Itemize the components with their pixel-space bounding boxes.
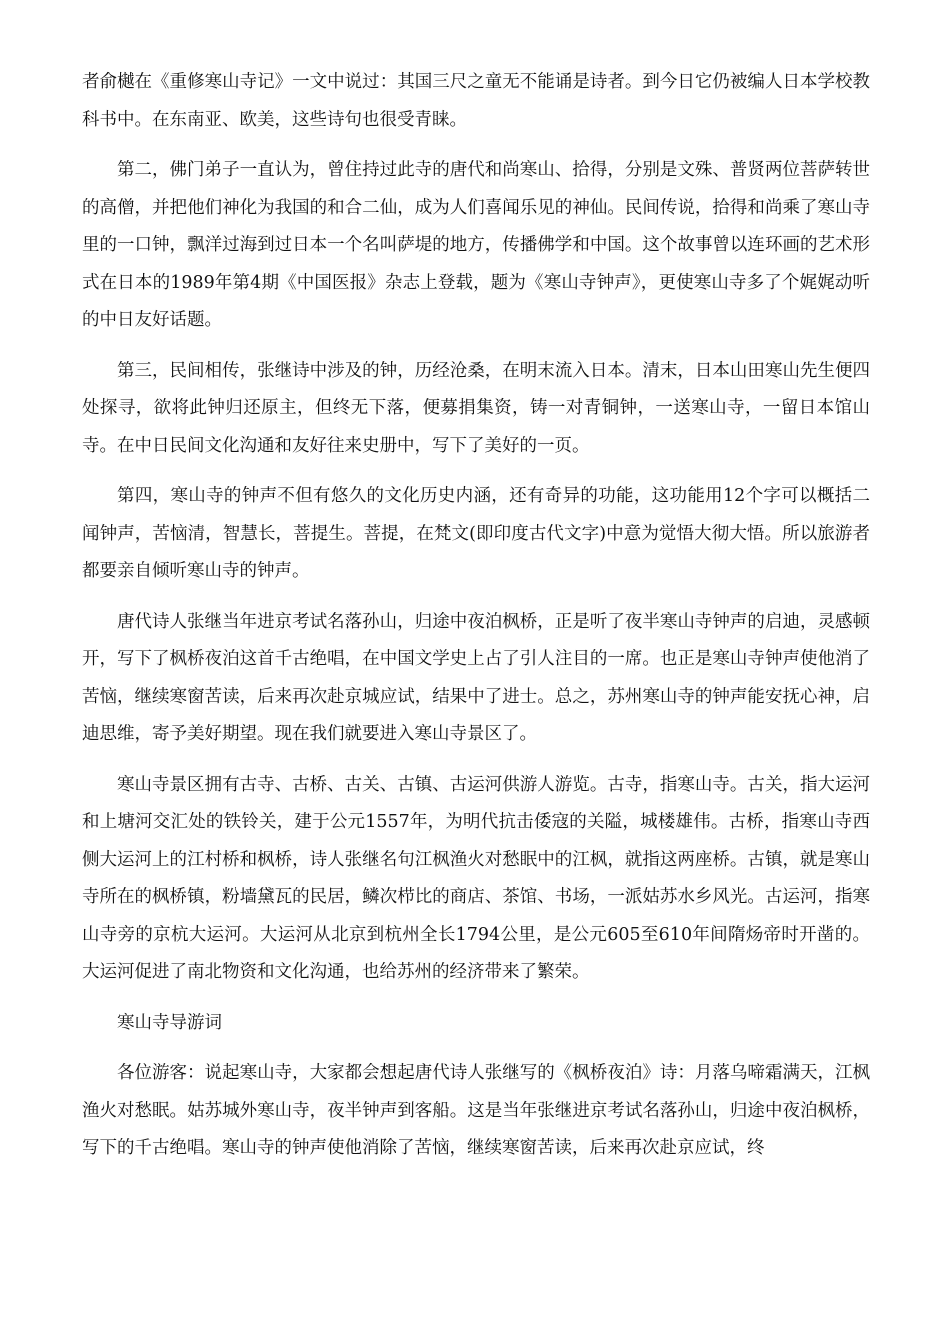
paragraph-continuation: 者俞樾在《重修寒山寺记》一文中说过：其国三尺之童无不能诵是诗者。到今日它仍被编人日本学校教科书中。在东南亚、欧美，这些诗句也很受青睐。 xyxy=(82,72,870,130)
paragraph-third-point: 第三，民间相传，张继诗中涉及的钟，历经沧桑，在明末流入日本。清末，日本山田寒山先生便四处探寻，欲将此钟归还原主，但终无下落，便募捐集资，铸一对青铜钟，一送寒山寺，一留日本馆山寺。在中日民间文化沟通和友好往来史册中，写下了美好的一页。 xyxy=(82,360,870,456)
paragraph-second-point: 第二，佛门弟子一直认为，曾住持过此寺的唐代和尚寒山、拾得，分别是文殊、普贤两位菩萨转世的高僧，并把他们神化为我国的和合二仙，成为人们喜闻乐见的神仙。民间传说，拾得和尚乘了寒山寺里的一口钟，飘洋过海到过日本一个名叫萨堤的地方，传播佛学和中国。这个故事曾以连环画的艺术形式在日本的1989年第4期《中国医报》杂志上登载，题为《寒山寺钟声》，更使寒山寺多了个娓娓动听的中日友好话题。 xyxy=(82,160,870,330)
paragraph-scenic-area: 寒山寺景区拥有古寺、古桥、古关、古镇、古运河供游人游览。古寺，指寒山寺。古关，指大运河和上塘河交汇处的铁铃关，建于公元1557年，为明代抗击倭寇的关隘，城楼雄伟。古桥，指寒山寺西侧大运河上的江村桥和枫桥，诗人张继名句江枫渔火对愁眠中的江枫，就指这两座桥。古镇，就是寒山寺所在的枫桥镇，粉墙黛瓦的民居，鳞次栉比的商店、茶馆、书场，一派姑苏水乡风光。古运河，指寒山寺旁的京杭大运河。大运河从北京到杭州全长1794公里，是公元605至610年间隋炀帝时开凿的。大运河促进了南北物资和文化沟通，也给苏州的经济带来了繁荣。 xyxy=(82,774,870,982)
document-page xyxy=(82,64,870,1181)
paragraph-tour-intro: 各位游客：说起寒山寺，大家都会想起唐代诗人张继写的《枫桥夜泊》诗：月落乌啼霜满天，江枫渔火对愁眠。姑苏城外寒山寺，夜半钟声到客船。这是当年张继进京考试名落孙山，归途中夜泊枫桥，写下的千古绝唱。寒山寺的钟声使他消除了苦恼，继续寒窗苦读，后来再次赴京应试，终 xyxy=(82,1063,870,1158)
paragraph-zhang-ji: 唐代诗人张继当年进京考试名落孙山，归途中夜泊枫桥，正是听了夜半寒山寺钟声的启迪，灵感顿开，写下了枫桥夜泊这首千古绝唱，在中国文学史上占了引人注目的一席。也正是寒山寺钟声使他消了苦恼，继续寒窗苦读，后来再次赴京城应试，结果中了进士。总之，苏州寒山寺的钟声能安抚心神，启迪思维，寄予美好期望。现在我们就要进入寒山寺景区了。 xyxy=(82,611,870,744)
section-heading: 寒山寺导游词 xyxy=(117,1012,222,1033)
paragraph-fourth-point: 第四，寒山寺的钟声不但有悠久的文化历史内涵，还有奇异的功能，这功能用12个字可以概括二闻钟声，苦恼清，智慧长，菩提生。菩提，在梵文(即印度古代文字)中意为觉悟大彻大悟。所以旅游者都要亲自倾听寒山寺的钟声。 xyxy=(82,486,870,581)
